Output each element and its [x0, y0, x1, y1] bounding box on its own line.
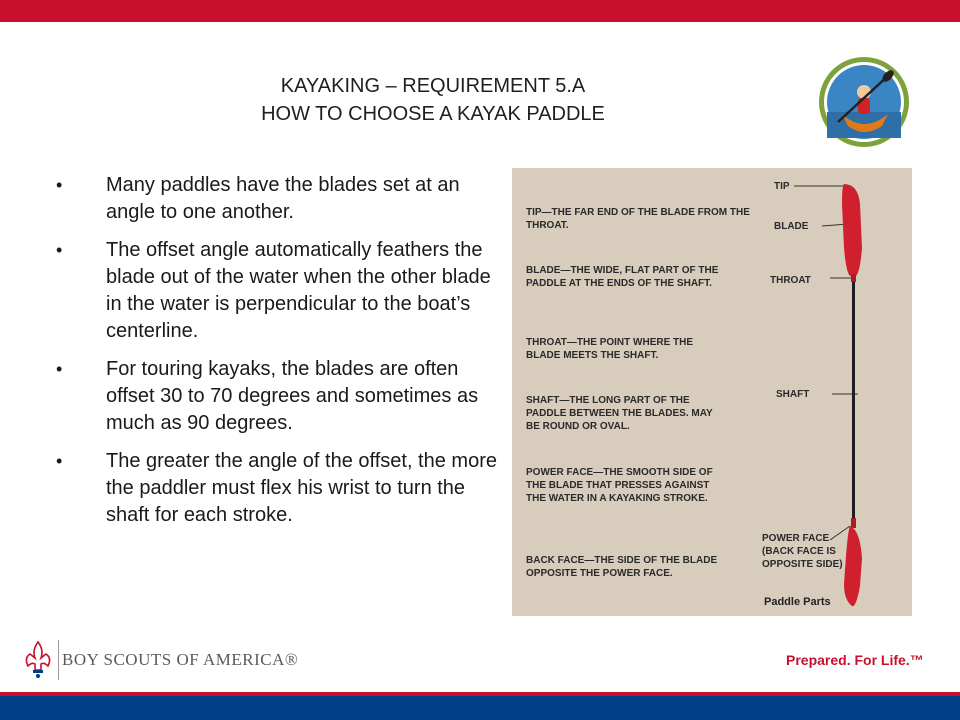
label-shaft: SHAFT	[776, 389, 810, 400]
title-line-2: HOW TO CHOOSE A KAYAK PADDLE	[261, 103, 605, 125]
bottom-blue-bar	[0, 696, 960, 720]
bullet-dot: •	[56, 359, 63, 379]
definition-throat: THROAT—THE POINT WHERE THE BLADE MEETS THE SHAFT.	[526, 337, 694, 361]
bullet-item	[56, 237, 506, 345]
bullet-list	[56, 172, 506, 540]
figure-caption: Paddle Parts	[764, 596, 831, 608]
bullet-text: For touring kayaks, the blades are often offset 30 to 70 degrees and sometimes as much as 90 degrees.	[106, 358, 479, 434]
definition-shaft: SHAFT—THE LONG PART OF THE PADDLE BETWEEN THE BLADES. MAY BE ROUND OR OVAL.	[526, 395, 713, 432]
bullet-item	[56, 448, 506, 529]
label-tip: TIP	[774, 181, 790, 192]
paddle-parts-figure	[512, 168, 912, 616]
slide-title	[200, 72, 666, 128]
label-throat: THROAT	[770, 275, 811, 286]
definition-power-face: POWER FACE—THE SMOOTH SIDE OF THE BLADE THAT PRESSES AGAINST THE WATER IN A KAYAKING STROKE.	[526, 467, 713, 504]
bullet-dot: •	[56, 240, 63, 260]
footer-divider	[58, 640, 59, 680]
label-blade: BLADE	[774, 221, 809, 232]
org-name: BOY SCOUTS OF AMERICA®	[62, 650, 299, 669]
definition-tip: TIP—THE FAR END OF THE BLADE FROM THE THROAT.	[526, 207, 750, 231]
bullet-item	[56, 172, 506, 226]
bullet-dot: •	[56, 175, 63, 195]
title-line-1: KAYAKING – REQUIREMENT 5.A	[280, 75, 586, 97]
definition-blade: BLADE—THE WIDE, FLAT PART OF THE PADDLE AT THE ENDS OF THE SHAFT.	[526, 265, 719, 289]
label-power-face: POWER FACE (BACK FACE IS OPPOSITE SIDE)	[762, 533, 843, 570]
bullet-dot: •	[56, 451, 63, 471]
tagline: Prepared. For Life.™	[786, 652, 924, 668]
bullet-item	[56, 356, 506, 437]
top-red-bar	[0, 0, 960, 22]
kayaking-merit-badge-icon	[818, 56, 910, 148]
bsa-fleur-de-lis-icon	[22, 640, 54, 680]
bullet-text: The greater the angle of the offset, the more the paddler must flex his wrist to turn the shaft for each stroke.	[106, 450, 497, 526]
definition-back-face: BACK FACE—THE SIDE OF THE BLADE OPPOSITE THE POWER FACE.	[526, 555, 718, 579]
bullet-text: The offset angle automatically feathers the blade out of the water when the other blade in the water is perpendicular to the boat’s centerline.	[106, 239, 491, 342]
bullet-text: Many paddles have the blades set at an angle to one another.	[106, 174, 460, 223]
